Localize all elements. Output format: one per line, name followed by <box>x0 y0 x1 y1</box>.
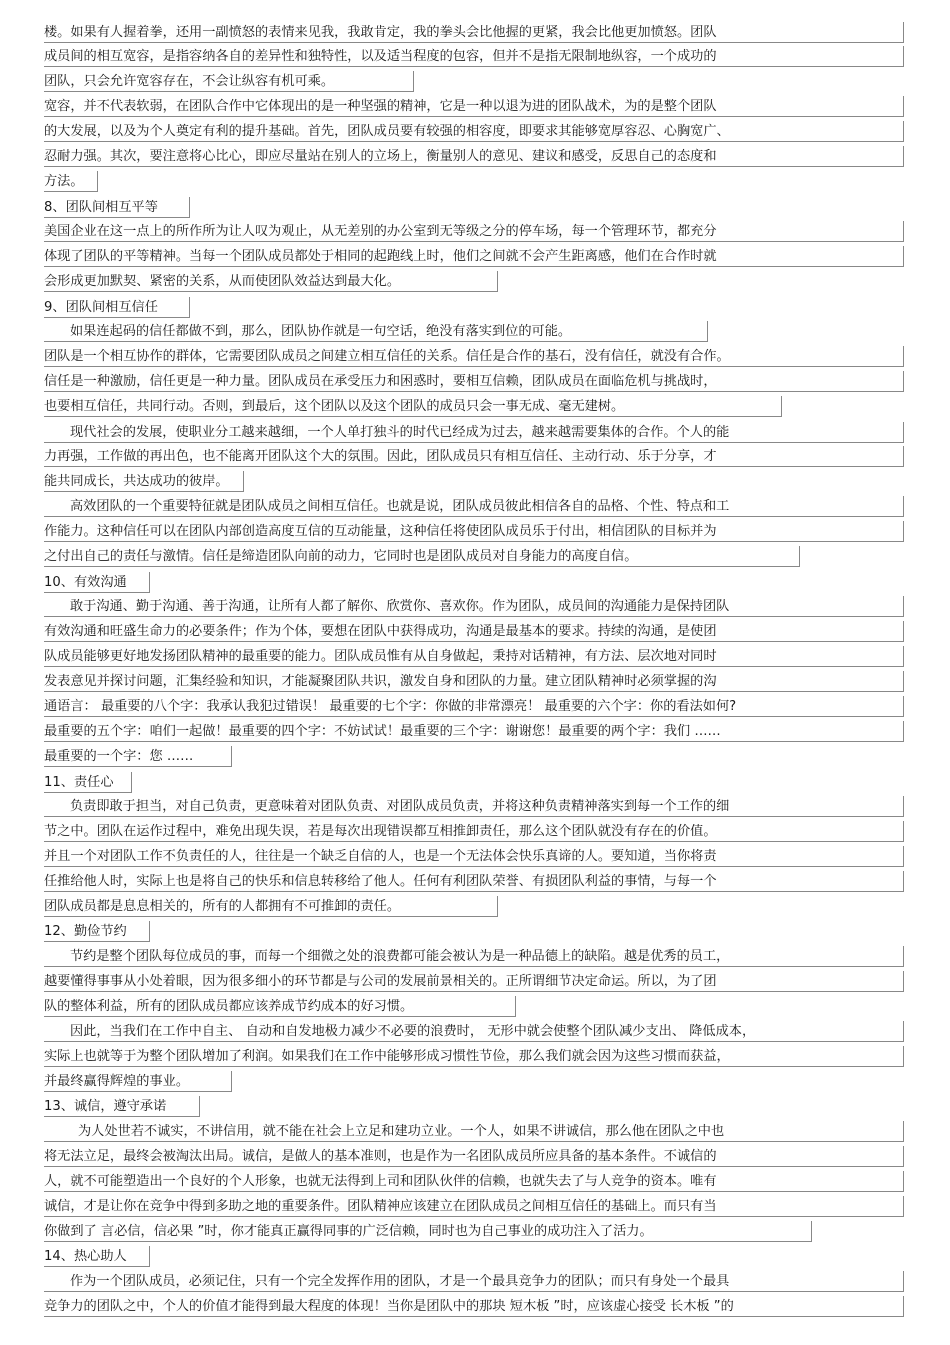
section-heading: 11、责任心 <box>44 772 132 793</box>
text-line: 负责即敢于担当，对自己负责，更意味着对团队负责、对团队成员负责，并将这种负责精神落实到每一个工作的细 <box>44 796 904 817</box>
text-line: 之付出自己的责任与激情。信任是缔造团队向前的动力，它同时也是团队成员对自身能力的高度自信。 <box>44 546 800 567</box>
text-line: 如果连起码的信任都做不到，那么，团队协作就是一句空话，绝没有落实到位的可能。 <box>44 321 708 342</box>
text-line: 体现了团队的平等精神。当每一个团队成员都处于相同的起跑线上时，他们之间就不会产生距离感，他们在合作时就 <box>44 246 904 267</box>
text-line: 作为一个团队成员，必须记住，只有一个完全发挥作用的团队，才是一个最具竞争力的团队；而只有身处一个最具 <box>44 1271 904 1292</box>
text-line: 宽容，并不代表软弱，在团队合作中它体现出的是一种坚强的精神，它是一种以退为进的团队战术，为的是整个团队 <box>44 96 904 117</box>
section-heading: 8、团队间相互平等 <box>44 197 190 218</box>
text-line: 将无法立足，最终会被淘汰出局。诚信，是做人的基本准则，也是作为一名团队成员所应具备的基本条件。不诚信的 <box>44 1146 904 1167</box>
text-line: 方法。 <box>44 171 98 192</box>
text-line: 因此，当我们在工作中自主、 自动和自发地极力减少不必要的浪费时， 无形中就会使整个团队减少支出、 降低成本， <box>44 1021 904 1042</box>
text-line: 会形成更加默契、紧密的关系，从而使团队效益达到最大化。 <box>44 271 498 292</box>
text-line: 的大发展，以及为个人奠定有利的提升基础。首先，团队成员要有较强的相容度，即要求其能够宽厚容忍、心胸宽广、 <box>44 121 904 142</box>
text-line: 现代社会的发展，使职业分工越来越细，一个人单打独斗的时代已经成为过去，越来越需要集体的合作。个人的能 <box>44 422 904 443</box>
text-line: 高效团队的一个重要特征就是团队成员之间相互信任。也就是说，团队成员彼此相信各自的品格、个性、特点和工 <box>44 496 904 517</box>
text-line: 力再强，工作做的再出色，也不能离开团队这个大的氛围。因此，团队成员只有相互信任、主动行动、乐于分享，才 <box>44 446 904 467</box>
text-line: 忍耐力强。其次，要注意将心比心，即应尽量站在别人的立场上，衡量别人的意见、建议和感受，反思自己的态度和 <box>44 146 904 167</box>
text-line: 你做到了 言必信，信必果 ”时，你才能真正赢得同事的广泛信赖，同时也为自己事业的成功注入了活力。 <box>44 1221 812 1242</box>
text-line: 最重要的五个字：咱们一起做！最重要的四个字：不妨试试！最重要的三个字：谢谢您！最重要的两个字：我们 …… <box>44 721 904 742</box>
text-line: 节之中。团队在运作过程中，难免出现失误，若是每次出现错误都互相推卸责任，那么这个团队就没有存在的价值。 <box>44 821 904 842</box>
text-line: 楼。如果有人握着拳，还用一副愤怒的表情来见我，我敢肯定，我的拳头会比他握的更紧，我会比他更加愤怒。团队 <box>44 22 904 43</box>
section-heading: 10、有效沟通 <box>44 572 150 593</box>
text-line: 作能力。这种信任可以在团队内部创造高度互信的互动能量，这种信任将使团队成员乐于付出，相信团队的目标并为 <box>44 521 904 542</box>
text-line: 最重要的一个字：您 …… <box>44 746 232 767</box>
text-line: 能共同成长，共达成功的彼岸。 <box>44 471 244 492</box>
text-line: 队成员能够更好地发扬团队精神的最重要的能力。团队成员惟有从自身做起，秉持对话精神，有方法、层次地对同时 <box>44 646 904 667</box>
text-line: 信任是一种激励，信任更是一种力量。团队成员在承受压力和困惑时，要相互信赖，团队成员在面临危机与挑战时， <box>44 371 904 392</box>
section-heading: 14、热心助人 <box>44 1246 150 1267</box>
text-line: 敢于沟通、勤于沟通、善于沟通，让所有人都了解你、欣赏你、喜欢你。作为团队，成员间的沟通能力是保持团队 <box>44 596 904 617</box>
text-line: 发表意见并探讨问题，汇集经验和知识，才能凝聚团队共识，激发自身和团队的力量。建立团队精神时必须掌握的沟 <box>44 671 904 692</box>
text-line: 美国企业在这一点上的所作所为让人叹为观止，从无差别的办公室到无等级之分的停车场，每一个管理环节，都充分 <box>44 221 904 242</box>
text-line: 有效沟通和旺盛生命力的必要条件；作为个体，要想在团队中获得成功，沟通是最基本的要求。持续的沟通，是使团 <box>44 621 904 642</box>
text-line: 诚信，才是让你在竞争中得到多助之地的重要条件。团队精神应该建立在团队成员之间相互信任的基础上。而只有当 <box>44 1196 904 1217</box>
text-line: 团队是一个相互协作的群体，它需要团队成员之间建立相互信任的关系。信任是合作的基石，没有信任，就没有合作。 <box>44 346 904 367</box>
text-line: 人，就不可能塑造出一个良好的个人形象，也就无法得到上司和团队伙伴的信赖，也就失去了与人竞争的资本。唯有 <box>44 1171 904 1192</box>
text-line: 任推给他人时，实际上也是将自己的快乐和信息转移给了他人。任何有利团队荣誉、有损团队利益的事情，与每一个 <box>44 871 904 892</box>
text-line: 并且一个对团队工作不负责任的人，往往是一个缺乏自信的人，也是一个无法体会快乐真谛的人。要知道，当你将责 <box>44 846 904 867</box>
text-line: 并最终赢得辉煌的事业。 <box>44 1071 232 1092</box>
text-line: 节约是整个团队每位成员的事，而每一个细微之处的浪费都可能会被认为是一种品德上的缺陷。越是优秀的员工， <box>44 946 904 967</box>
section-heading: 12、勤俭节约 <box>44 921 150 942</box>
text-line: 团队成员都是息息相关的，所有的人都拥有不可推卸的责任。 <box>44 896 498 917</box>
text-line: 也要相互信任，共同行动。否则，到最后，这个团队以及这个团队的成员只会一事无成、毫无建树。 <box>44 396 782 417</box>
text-line: 队的整体利益，所有的团队成员都应该养成节约成本的好习惯。 <box>44 996 516 1017</box>
text-line: 为人处世若不诚实，不讲信用，就不能在社会上立足和建功立业。一个人，如果不讲诚信，那么他在团队之中也 <box>44 1121 904 1142</box>
text-line: 竞争力的团队之中，个人的价值才能得到最大程度的体现！当你是团队中的那块 短木板 ”时，应该虚心接受 长木板 ”的 <box>44 1296 904 1317</box>
text-line: 越要懂得事事从小处着眼，因为很多细小的环节都是与公司的发展前景相关的。正所谓细节决定命运。所以，为了团 <box>44 971 904 992</box>
text-line: 团队，只会允许宽容存在，不会让纵容有机可乘。 <box>44 71 414 92</box>
text-line: 实际上也就等于为整个团队增加了利润。如果我们在工作中能够形成习惯性节俭，那么我们就会因为这些习惯而获益， <box>44 1046 904 1067</box>
text-line: 通语言： 最重要的八个字：我承认我犯过错误！ 最重要的七个字：你做的非常漂亮！ 最重要的六个字：你的看法如何? <box>44 696 904 717</box>
section-heading: 9、团队间相互信任 <box>44 297 190 318</box>
text-line: 成员间的相互宽容，是指容纳各自的差异性和独特性，以及适当程度的包容，但并不是指无限制地纵容，一个成功的 <box>44 46 904 67</box>
section-heading: 13、诚信，遵守承诺 <box>44 1096 200 1117</box>
